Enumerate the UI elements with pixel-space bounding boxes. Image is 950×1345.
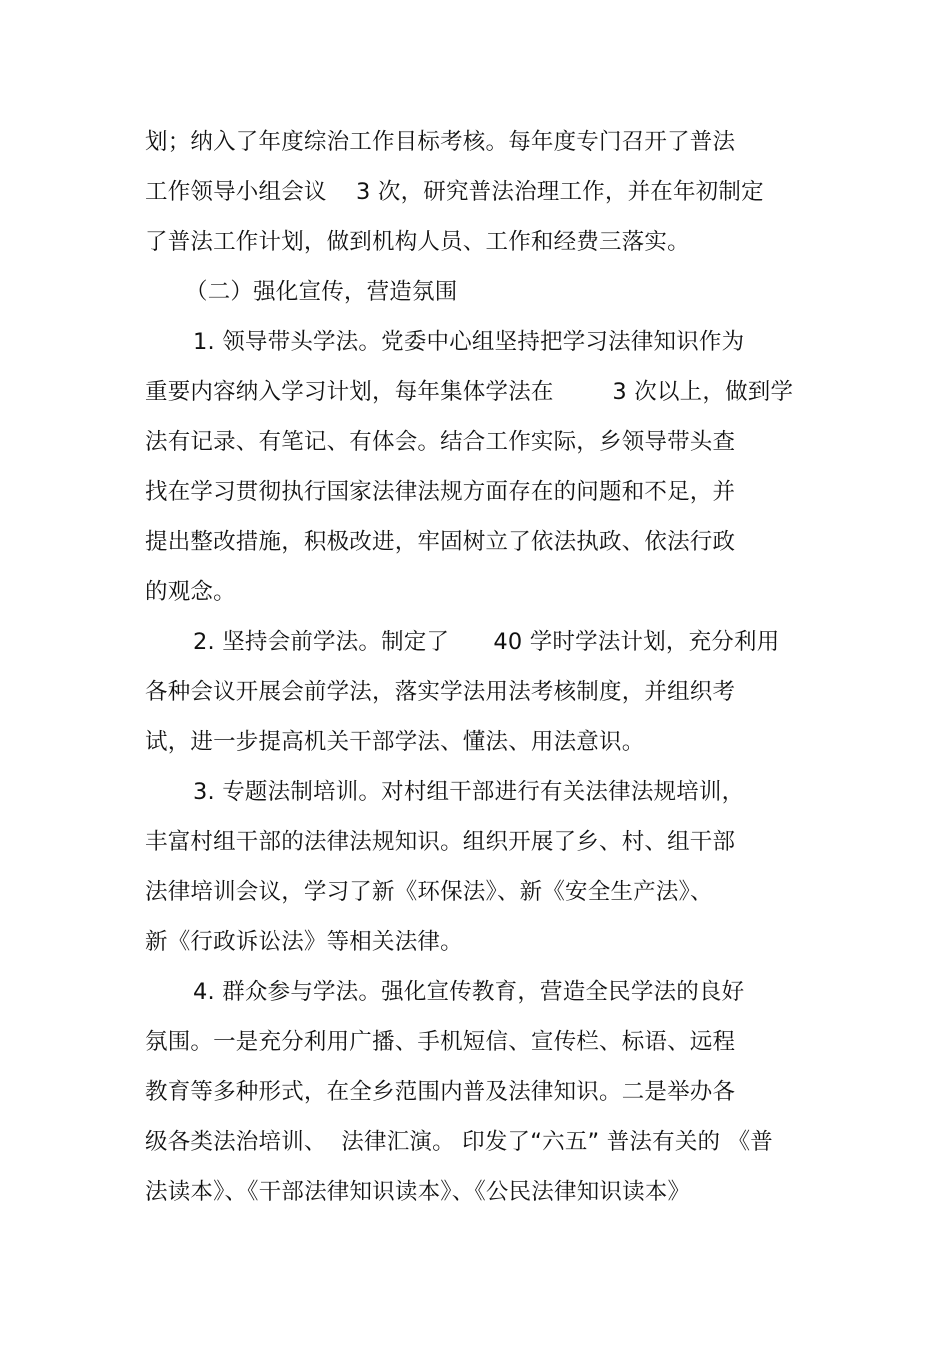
text-line-16: 法律培训会议，学习了新《环保法》、新《安全生产法》、 <box>145 879 713 905</box>
text-line-12: 各种会议开展会前学法，落实学法用法考核制度，并组织考 <box>145 679 736 705</box>
text-line-19: 氛围。一是充分利用广播、手机短信、宣传栏、标语、远程 <box>145 1029 736 1055</box>
text-line-20: 教育等多种形式，在全乡范围内普及法律知识。二是举办各 <box>145 1079 736 1105</box>
text-line-5: 1. 领导带头学法。党委中心组坚持把学习法律知识作为 <box>193 329 745 355</box>
text-line-11: 2. 坚持会前学法。制定了 40 学时学法计划，充分利用 <box>193 629 780 655</box>
text-line-7: 法有记录、有笔记、有体会。结合工作实际，乡领导带头查 <box>145 429 736 455</box>
text-line-3: 了普法工作计划，做到机构人员、工作和经费三落实。 <box>145 229 690 255</box>
text-line-13: 试，进一步提高机关干部学法、懂法、用法意识。 <box>145 729 645 755</box>
text-line-15: 丰富村组干部的法律法规知识。组织开展了乡、村、组干部 <box>145 829 736 855</box>
text-line-9: 提出整改措施，积极改进，牢固树立了依法执政、依法行政 <box>145 529 736 555</box>
text-line-17: 新《行政诉讼法》等相关法律。 <box>145 929 463 955</box>
text-line-6: 重要内容纳入学习计划，每年集体学法在 3 次以上，做到学 <box>145 379 794 405</box>
text-line-18: 4. 群众参与学法。强化宣传教育，营造全民学法的良好 <box>193 979 745 1005</box>
text-line-22: 法读本》、《干部法律知识读本》、《公民法律知识读本》 <box>145 1179 691 1205</box>
text-line-21: 级各类法治培训、 法律汇演。 印发了“六五” 普法有关的 《普 <box>145 1129 773 1155</box>
text-line-8: 找在学习贯彻执行国家法律法规方面存在的问题和不足，并 <box>145 479 736 505</box>
text-line-2: 工作领导小组会议 3 次，研究普法治理工作，并在年初制定 <box>145 179 764 205</box>
section-heading: （二）强化宣传，营造氛围 <box>185 279 458 305</box>
text-line-10: 的观念。 <box>145 579 236 605</box>
text-line-14: 3. 专题法制培训。对村组干部进行有关法律法规培训， <box>193 779 745 805</box>
text-line-1: 划；纳入了年度综治工作目标考核。每年度专门召开了普法 <box>145 129 736 155</box>
